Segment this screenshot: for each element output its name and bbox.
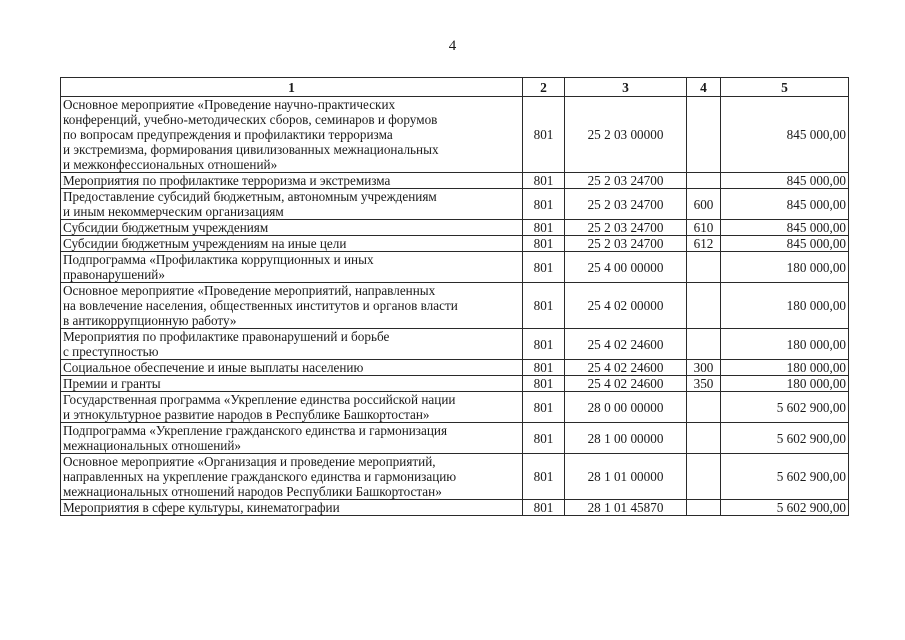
row-name-cell: Субсидии бюджетным учреждениям на иные цели (61, 236, 523, 252)
row-type-cell: 300 (687, 360, 721, 376)
row-name-cell: Социальное обеспечение и иные выплаты населению (61, 360, 523, 376)
row-type-cell: 610 (687, 220, 721, 236)
row-code-cell: 801 (523, 376, 565, 392)
row-code-cell: 801 (523, 252, 565, 283)
row-type-cell (687, 454, 721, 500)
row-article-cell: 25 2 03 24700 (565, 173, 687, 189)
table-row (61, 236, 849, 252)
row-type-cell (687, 173, 721, 189)
table-row (61, 252, 849, 283)
row-code-cell: 801 (523, 173, 565, 189)
row-type-cell: 612 (687, 236, 721, 252)
row-article-cell: 28 0 00 00000 (565, 392, 687, 423)
row-code-cell: 801 (523, 236, 565, 252)
row-article-cell: 25 4 02 24600 (565, 376, 687, 392)
row-sum-cell: 845 000,00 (721, 173, 849, 189)
page-number: 4 (448, 38, 457, 54)
table-row (61, 392, 849, 423)
row-code-cell: 801 (523, 329, 565, 360)
row-type-cell (687, 329, 721, 360)
row-type-cell (687, 423, 721, 454)
row-type-cell (687, 392, 721, 423)
row-sum-cell: 5 602 900,00 (721, 423, 849, 454)
row-name-cell: Мероприятия по профилактике терроризма и экстремизма (61, 173, 523, 189)
row-code-cell: 801 (523, 97, 565, 173)
row-code-cell: 801 (523, 454, 565, 500)
table-row (61, 329, 849, 360)
table-body (61, 97, 849, 516)
row-name-cell: Подпрограмма «Укрепление гражданского единства и гармонизация межнациональных отношений» (61, 423, 523, 454)
row-type-cell (687, 97, 721, 173)
row-name-cell: Подпрограмма «Профилактика коррупционных и иных правонарушений» (61, 252, 523, 283)
row-type-cell: 600 (687, 189, 721, 220)
row-code-cell: 801 (523, 189, 565, 220)
table-row (61, 189, 849, 220)
row-article-cell: 28 1 00 00000 (565, 423, 687, 454)
row-name-cell: Предоставление субсидий бюджетным, автономным учреждениям и иным некоммерческим организациям (61, 189, 523, 220)
row-sum-cell: 845 000,00 (721, 189, 849, 220)
header-col-2: 2 (523, 78, 565, 97)
row-article-cell: 25 4 02 24600 (565, 329, 687, 360)
row-article-cell: 25 4 02 24600 (565, 360, 687, 376)
row-article-cell: 28 1 01 45870 (565, 500, 687, 516)
table-row (61, 360, 849, 376)
row-type-cell (687, 252, 721, 283)
table-row (61, 97, 849, 173)
row-sum-cell: 845 000,00 (721, 220, 849, 236)
row-article-cell: 25 2 03 24700 (565, 236, 687, 252)
row-sum-cell: 180 000,00 (721, 376, 849, 392)
table-row (61, 283, 849, 329)
row-code-cell: 801 (523, 500, 565, 516)
row-sum-cell: 180 000,00 (721, 360, 849, 376)
row-sum-cell: 5 602 900,00 (721, 392, 849, 423)
table-row (61, 220, 849, 236)
row-article-cell: 25 2 03 24700 (565, 189, 687, 220)
row-code-cell: 801 (523, 360, 565, 376)
row-code-cell: 801 (523, 423, 565, 454)
row-name-cell: Основное мероприятие «Проведение мероприятий, направленных на вовлечение населения, общественных институтов и органов власти в антикоррупционную работу» (61, 283, 523, 329)
row-sum-cell: 5 602 900,00 (721, 454, 849, 500)
row-article-cell: 25 4 02 00000 (565, 283, 687, 329)
row-article-cell: 25 2 03 24700 (565, 220, 687, 236)
row-article-cell: 25 4 00 00000 (565, 252, 687, 283)
row-sum-cell: 845 000,00 (721, 97, 849, 173)
table-row (61, 173, 849, 189)
row-article-cell: 25 2 03 00000 (565, 97, 687, 173)
row-type-cell (687, 283, 721, 329)
row-type-cell (687, 500, 721, 516)
header-col-5: 5 (721, 78, 849, 97)
row-name-cell: Субсидии бюджетным учреждениям (61, 220, 523, 236)
row-name-cell: Государственная программа «Укрепление единства российской нации и этнокультурное развитие народов в Республике Башкортостан» (61, 392, 523, 423)
table-row (61, 423, 849, 454)
row-name-cell: Премии и гранты (61, 376, 523, 392)
header-col-4: 4 (687, 78, 721, 97)
row-name-cell: Основное мероприятие «Организация и проведение мероприятий, направленных на укрепление гражданского единства и гармонизацию межнациональных отношений народов Республики Башкортостан» (61, 454, 523, 500)
table-row (61, 500, 849, 516)
table-row (61, 376, 849, 392)
row-code-cell: 801 (523, 392, 565, 423)
row-code-cell: 801 (523, 220, 565, 236)
row-name-cell: Основное мероприятие «Проведение научно-практических конференций, учебно-методических сборов, семинаров и форумов по вопросам предупреждения и профилактики терроризма и экстремизма, формирования цивилизованных межнациональных и межконфессиональных отношений» (61, 97, 523, 173)
row-sum-cell: 180 000,00 (721, 252, 849, 283)
row-sum-cell: 5 602 900,00 (721, 500, 849, 516)
row-type-cell: 350 (687, 376, 721, 392)
budget-table (60, 77, 849, 516)
row-sum-cell: 180 000,00 (721, 283, 849, 329)
row-article-cell: 28 1 01 00000 (565, 454, 687, 500)
table-row (61, 454, 849, 500)
row-name-cell: Мероприятия по профилактике правонарушений и борьбе с преступностью (61, 329, 523, 360)
header-col-1: 1 (61, 78, 523, 97)
row-code-cell: 801 (523, 283, 565, 329)
row-sum-cell: 180 000,00 (721, 329, 849, 360)
header-col-3: 3 (565, 78, 687, 97)
row-sum-cell: 845 000,00 (721, 236, 849, 252)
row-name-cell: Мероприятия в сфере культуры, кинематографии (61, 500, 523, 516)
table-header-row (61, 78, 849, 97)
